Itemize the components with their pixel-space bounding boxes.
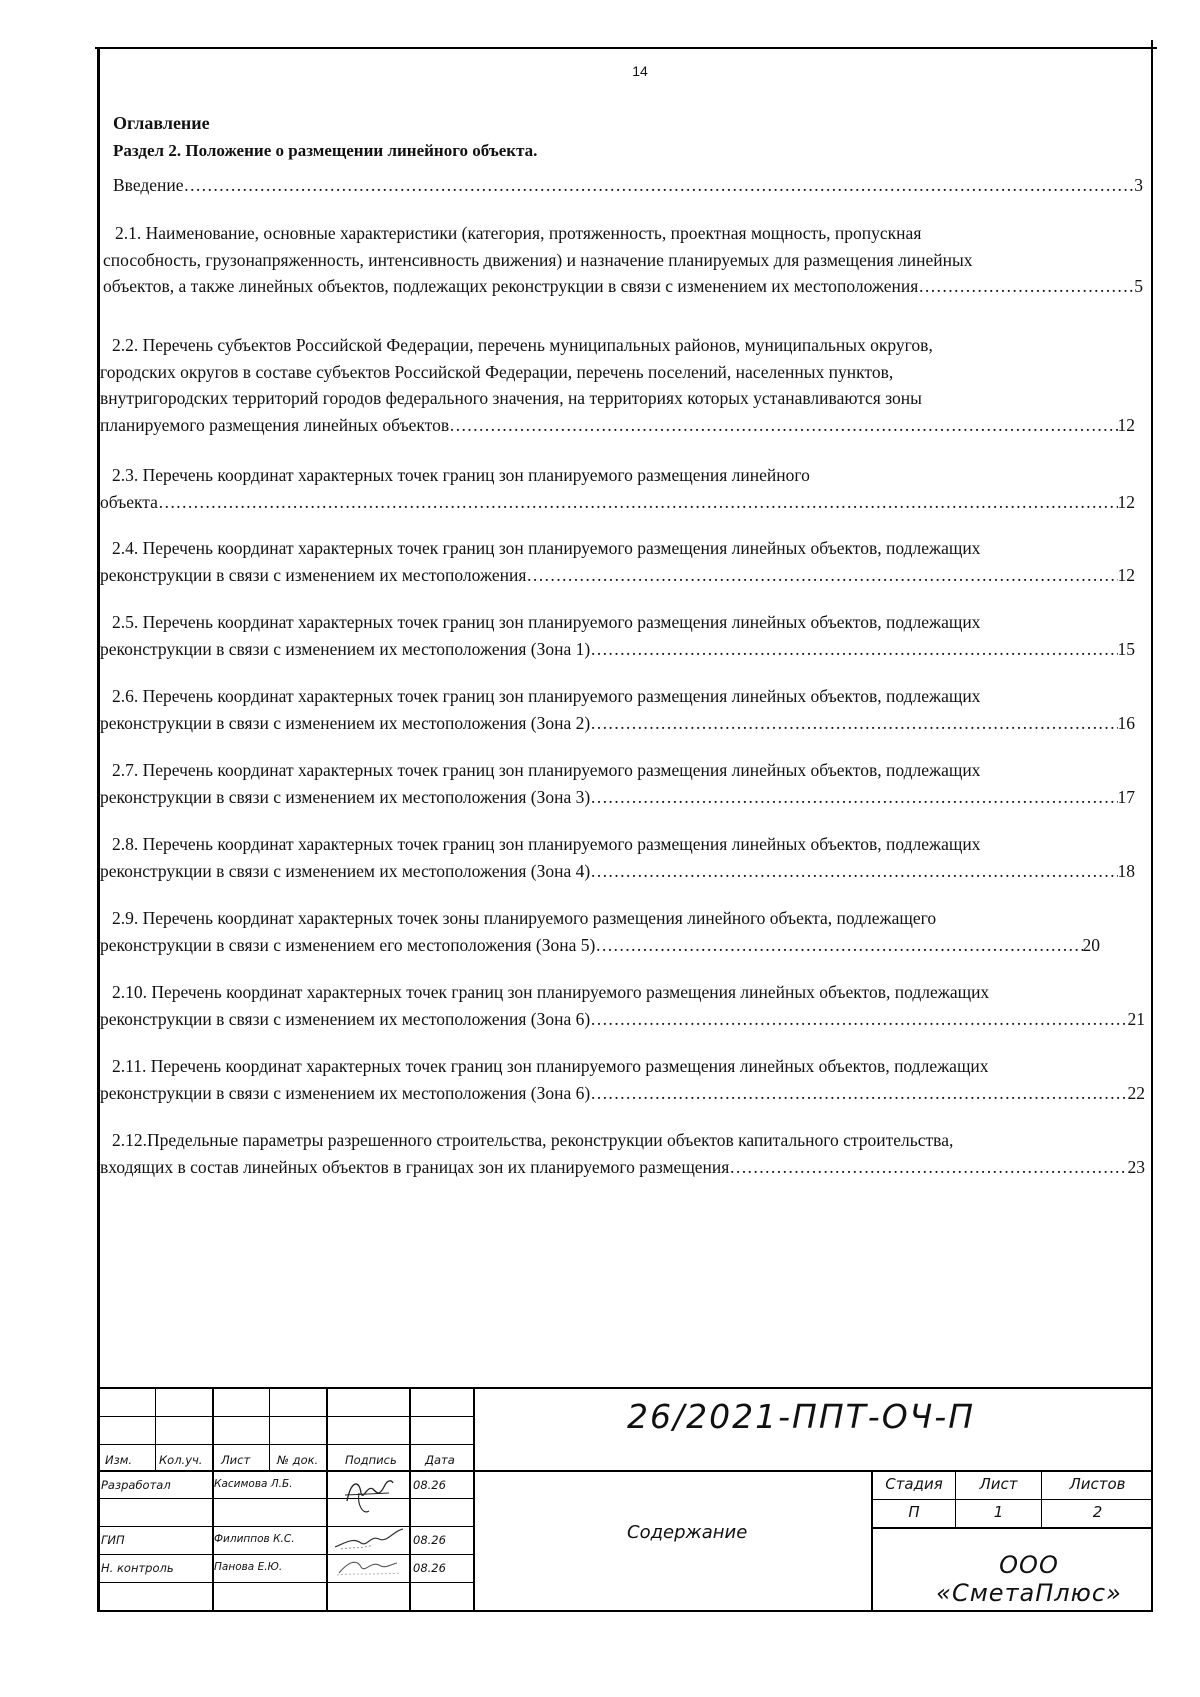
toc-entry-text: объектов, а также линейных объектов, подлежащих реконструкции в связи с изменением их местоположения: [103, 276, 919, 296]
grid-line: [99, 1498, 473, 1499]
toc-entry-text: реконструкции в связи с изменением их местоположения (Зона 3): [100, 786, 591, 807]
toc-entry-text: Введение: [113, 175, 184, 195]
frame-top-border: [95, 47, 1157, 49]
page-number: 14: [632, 63, 648, 79]
header-signature: Подпись: [345, 1453, 397, 1467]
toc-entry-2-8: [100, 831, 1135, 884]
toc-page-number: 3: [1134, 175, 1143, 195]
toc-entry-text: реконструкции в связи с изменением их местоположения (Зона 1): [100, 638, 591, 659]
toc-entry-text: реконструкции в связи с изменением их местоположения (Зона 2): [100, 712, 591, 733]
toc-entry-2-7: [100, 757, 1135, 810]
toc-page-number: 21: [1127, 1008, 1145, 1029]
name-chief-engineer: Филиппов К.С.: [214, 1533, 295, 1545]
grid-line: [99, 1470, 1153, 1472]
toc-entry-line: 2.12.Предельные параметры разрешенного строительства, реконструкции объектов капитального строительства,: [112, 1130, 954, 1150]
toc-entry-line: 2.8. Перечень координат характерных точек границ зон планируемого размещения линейных объектов, подлежащих: [112, 834, 981, 854]
toc-entry-line: 2.6. Перечень координат характерных точек границ зон планируемого размещения линейных объектов, подлежащих: [112, 686, 981, 706]
organization-name: ООО «СметаПлюс»: [936, 1551, 1122, 1607]
toc-page-number: 5: [1134, 276, 1143, 296]
role-chief-engineer: ГИП: [101, 1533, 125, 1547]
toc-entry-2-5: [100, 609, 1135, 662]
toc-entry-text: реконструкции в связи с изменением его местоположения (Зона 5): [100, 934, 596, 955]
header-date: Дата: [425, 1453, 455, 1467]
toc-entry-text: реконструкции в связи с изменением их местоположения (Зона 6): [100, 1082, 591, 1103]
toc-entry-text: входящих в состав линейных объектов в границах зон их планируемого размещения: [100, 1156, 730, 1177]
toc-page-number: 18: [1117, 860, 1135, 881]
grid-line: [409, 1389, 411, 1612]
toc-leader-dots: [590, 710, 1117, 737]
toc-entry-2-6: [100, 683, 1135, 736]
toc-entry-2-4: [100, 535, 1135, 588]
toc-leader-dots: [590, 858, 1117, 885]
frame-left-border: [97, 47, 100, 1612]
name-developer: Касимова Л.Б.: [214, 1478, 293, 1490]
toc-page-number: 15: [1117, 638, 1135, 659]
toc-page-number: 12: [1117, 414, 1135, 435]
toc-heading: Оглавление: [113, 113, 210, 133]
signature-chief-engineer: [331, 1525, 407, 1555]
toc-leader-dots: [590, 1006, 1127, 1033]
header-izm: Изм.: [105, 1453, 133, 1467]
toc-entry-2-10: [100, 979, 1145, 1032]
grid-line: [871, 1527, 1153, 1529]
toc-page-number: 23: [1127, 1156, 1145, 1177]
sheets-value: 2: [1092, 1503, 1103, 1521]
title-block: [97, 1387, 1153, 1612]
toc-entry-2-1: [103, 220, 1143, 300]
grid-line: [269, 1389, 270, 1471]
toc-entry-2-3: [100, 462, 1135, 515]
toc-subheading: Раздел 2. Положение о размещении линейного объекта.: [113, 141, 538, 160]
sheet-title: Содержание: [627, 1522, 748, 1543]
toc-leader-dots: [590, 784, 1117, 811]
frame-right-border: [1151, 40, 1153, 1612]
toc-page-number: 17: [1117, 786, 1135, 807]
toc-entry-line: 2.5. Перечень координат характерных точек границ зон планируемого размещения линейных объектов, подлежащих: [112, 612, 981, 632]
toc-entry-line: городских округов в составе субъектов Российской Федерации, перечень поселений, населенных пунктов,: [100, 361, 894, 382]
toc-leader-dots: [590, 1080, 1127, 1107]
grid-line: [155, 1389, 156, 1471]
toc-entry-text: объекта: [100, 491, 158, 512]
toc-entry-line: 2.3. Перечень координат характерных точек границ зон планируемого размещения линейного: [112, 465, 810, 485]
header-kol-uch: Кол.уч.: [159, 1453, 203, 1467]
toc-page-number: 22: [1127, 1082, 1145, 1103]
sheet-value: 1: [993, 1503, 1004, 1521]
toc-entry-line: 2.11. Перечень координат характерных точек границ зон планируемого размещения линейных объектов, подлежащих: [112, 1056, 989, 1076]
toc-page-number: 16: [1117, 712, 1135, 733]
toc-entry-line: 2.9. Перечень координат характерных точек зоны планируемого размещения линейного объекта, подлежащего: [112, 908, 937, 928]
toc-page-number: 12: [1117, 564, 1135, 585]
signature-developer: [339, 1471, 399, 1523]
toc-entry-line: 2.2. Перечень субъектов Российской Федерации, перечень муниципальных районов, муниципальных округов,: [112, 335, 933, 355]
toc-leader-dots: [729, 1154, 1127, 1181]
sheet-label: Лист: [979, 1475, 1018, 1493]
toc-leader-dots: [449, 412, 1117, 439]
toc-leader-dots: [184, 172, 1135, 199]
toc-entry-2-2: [100, 332, 1135, 438]
toc-entry-2-11: [100, 1053, 1145, 1106]
toc-leader-dots: [158, 489, 1118, 516]
grid-line: [212, 1389, 214, 1612]
toc-entry-text: реконструкции в связи с изменением их местоположения (Зона 4): [100, 860, 591, 881]
document-code: 26/2021-ППТ-ОЧ-П: [627, 1397, 976, 1436]
grid-line: [99, 1554, 473, 1555]
grid-line: [99, 1526, 473, 1527]
grid-line: [473, 1389, 475, 1612]
toc-entry-intro: [113, 172, 1143, 199]
role-norm-control: Н. контроль: [101, 1561, 174, 1575]
grid-line: [871, 1499, 1153, 1500]
stage-label: Стадия: [885, 1475, 943, 1493]
role-developer: Разработал: [101, 1478, 171, 1492]
toc-entry-text: реконструкции в связи с изменением их местоположения: [100, 564, 527, 585]
grid-line: [326, 1389, 328, 1612]
toc-leader-dots: [918, 273, 1134, 300]
toc-leader-dots: [595, 932, 1082, 959]
stage-value: П: [908, 1503, 920, 1521]
toc-entry-line: 2.4. Перечень координат характерных точек границ зон планируемого размещения линейных объектов, подлежащих: [112, 538, 981, 558]
date-developer: 08.26: [413, 1478, 446, 1492]
toc-page-number: 12: [1117, 491, 1135, 512]
toc-entry-line: внутригородских территорий городов федерального значения, на территориях которых устанавливаются зоны: [100, 388, 922, 408]
toc-entry-line: 2.7. Перечень координат характерных точек границ зон планируемого размещения линейных объектов, подлежащих: [112, 760, 981, 780]
signature-norm-control: [331, 1553, 407, 1581]
toc-entry-line: 2.10. Перечень координат характерных точек границ зон планируемого размещения линейных объектов, подлежащих: [112, 982, 990, 1002]
toc-leader-dots: [590, 636, 1117, 663]
toc-entry-line: 2.1. Наименование, основные характеристики (категория, протяженность, проектная мощность, пропускная: [115, 223, 922, 243]
toc-leader-dots: [526, 562, 1117, 589]
toc-page-number: 20: [1082, 934, 1100, 955]
sheets-label: Листов: [1069, 1475, 1126, 1493]
grid-line: [99, 1582, 473, 1583]
toc-entry-2-12: [100, 1127, 1145, 1180]
toc-entry-line: способность, грузонапряженность, интенсивность движения) и назначение планируемых для размещения линейных: [103, 249, 973, 270]
toc-entry-text: реконструкции в связи с изменением их местоположения (Зона 6): [100, 1008, 591, 1029]
name-norm-control: Панова Е.Ю.: [214, 1561, 283, 1573]
header-list: Лист: [221, 1453, 251, 1467]
toc-entry-text: планируемого размещения линейных объектов: [100, 414, 450, 435]
date-norm-control: 08.26: [413, 1561, 446, 1575]
toc-entry-2-9: [100, 905, 1100, 958]
date-chief-engineer: 08.26: [413, 1533, 446, 1547]
header-doc-no: № док.: [277, 1453, 319, 1467]
